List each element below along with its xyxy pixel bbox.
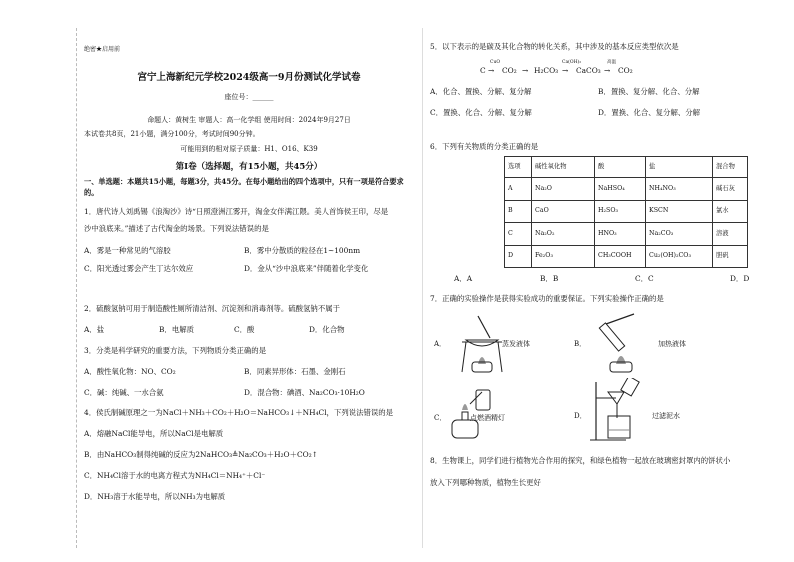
chain-species-3: H₂CO₃ (534, 66, 559, 75)
section-instruction: 一、单选题：本题共15小题，每题3分，共45分。在每小题给出的四个选项中，只有一项是符合要求的。 (84, 177, 404, 198)
figure-c-light-lamp (434, 384, 564, 442)
question-1-stem-line1: 1．唐代诗人刘禹锡《浪淘沙》诗“日照澄洲江雾开，淘金女伴满江隈。美人首饰侯王印，尽是 (84, 207, 389, 216)
left-column (84, 38, 414, 553)
exam-title: 宫宁上海新纪元学校2024级高一9月份测试化学试卷 (137, 72, 361, 83)
figure-d-option[interactable]: D． (574, 412, 587, 420)
filtration-apparatus-icon (586, 378, 676, 444)
question-6-stem: 6．下列有关物质的分类正确的是 (430, 142, 539, 151)
question-3-option-b[interactable]: B．同素异形体：石墨、金刚石 (244, 367, 346, 376)
question-1-option-b[interactable]: B．雾中分散质的粒径在1~100nm (244, 246, 361, 255)
table-cell: A (505, 178, 532, 201)
figure-a-label: 蒸发液体 (502, 340, 530, 348)
question-5-option-b[interactable]: B．置换、复分解、化合、分解 (598, 87, 700, 96)
question-1-option-d[interactable]: D．金从“沙中浪底来”伴随着化学变化 (244, 264, 369, 273)
question-6-option-d[interactable]: D．D (730, 274, 750, 283)
figure-b-heat (574, 312, 734, 374)
binding-margin-line (76, 28, 77, 548)
table-header-cell: 碱性氧化物 (532, 157, 595, 178)
table-cell: D (505, 245, 532, 268)
question-2-option-a[interactable]: A．盐 (84, 325, 105, 334)
table-cell: Na₂O (532, 178, 595, 201)
question-6-option-a[interactable]: A．A (454, 274, 473, 283)
figure-c-option[interactable]: C． (434, 414, 447, 422)
question-4-option-d[interactable]: D．NH₃溶于水能导电，所以NH₃为电解质 (84, 492, 226, 501)
classification-table (504, 156, 748, 268)
question-7-stem: 7．正确的实验操作是获得实验成功的重要保证。下列实验操作正确的是 (430, 294, 664, 303)
figure-d-label: 过滤泥水 (652, 412, 680, 420)
chain-species-5: CO₂ (618, 66, 633, 75)
question-3-stem: 3．分类是科学研究的重要方法，下列物质分类正确的是 (84, 346, 267, 355)
chain-arrow-1: → (488, 66, 495, 75)
question-1-option-c[interactable]: C．阳光透过雾会产生丁达尔效应 (84, 264, 194, 273)
chain-species-1: C (480, 66, 486, 75)
table-header-cell: 盐 (646, 157, 713, 178)
question-1-stem-line2: 沙中浪底来。”描述了古代淘金的场景。下列说法错误的是 (84, 224, 269, 233)
table-cell: 氯水 (713, 200, 748, 223)
chain-arrow-2: → (522, 66, 529, 75)
question-1-option-a[interactable]: A．雾是一种常见的气溶胶 (84, 246, 171, 255)
column-divider (422, 28, 423, 548)
alcohol-lamp-icon (446, 384, 516, 442)
question-5-option-c[interactable]: C．置换、化合、分解、复分解 (430, 108, 532, 117)
seat-number: 座位号：______ (224, 93, 274, 101)
exam-info: 本试卷共8页，21小题，满分100分，考试时间90分钟。 (84, 130, 260, 138)
chain-species-4: CaCO₃ (576, 66, 601, 75)
question-6-option-b[interactable]: B．B (540, 274, 559, 283)
question-6-option-c[interactable]: C．C (635, 274, 654, 283)
question-2-stem: 2．硫酸氢钠可用于制造酸性厕所清洁剂、沉淀剂和消毒剂等。硫酸氢钠不属于 (84, 304, 340, 313)
table-cell: KSCN (646, 200, 713, 223)
table-header-cell: 混合物 (713, 157, 748, 178)
question-4-stem: 4．侯氏制碱原理之一为NaCl＋NH₃＋CO₂＋H₂O＝NaHCO₃↓＋NH₄Cl，下列说法错误的是 (84, 408, 394, 417)
table-header-cell: 酸 (595, 157, 646, 178)
chain-arrow-1-label: CuO (490, 60, 501, 65)
authors-line: 命题人：黄树生 审题人：高一化学组 使用时间：2024年9月27日 (147, 116, 351, 124)
table-cell: H₂SO₃ (595, 200, 646, 223)
chain-arrow-3: → (562, 66, 569, 75)
chain-arrow-3-label: Ca(OH)₂ (562, 60, 582, 65)
right-column (430, 38, 765, 553)
table-cell: 碱石灰 (713, 178, 748, 201)
table-cell: NaHSO₄ (595, 178, 646, 201)
table-cell: Na₂O₂ (532, 223, 595, 246)
figure-b-option[interactable]: B． (574, 340, 587, 348)
table-cell: NH₄NO₃ (646, 178, 713, 201)
question-4-option-b[interactable]: B．由NaHCO₃制得纯碱的反应为2NaHCO₃≜Na₂CO₃＋H₂O＋CO₂↑ (84, 450, 318, 459)
question-5-stem: 5．以下表示的是碳及其化合物的转化关系，其中涉及的基本反应类型依次是 (430, 42, 679, 51)
table-cell: HNO₃ (595, 223, 646, 246)
chain-species-2: CO₂ (502, 66, 517, 75)
table-row (505, 223, 748, 246)
figure-a-option[interactable]: A． (434, 340, 447, 348)
table-cell: Cu₂(OH)₂CO₃ (646, 245, 713, 268)
table-row (505, 245, 748, 268)
atomic-masses: 可能用到的相对原子质量：H1、O16、K39 (180, 145, 318, 153)
question-4-option-a[interactable]: A．熔融NaCl能导电，所以NaCl是电解质 (84, 429, 224, 438)
part-one-title: 第Ⅰ卷（选择题，有15小题，共45分） (175, 162, 323, 172)
question-5-option-a[interactable]: A．化合、置换、分解、复分解 (430, 87, 532, 96)
question-3-option-a[interactable]: A．酸性氧化物：NO、CO₂ (84, 367, 176, 376)
question-2-option-c[interactable]: C．酸 (234, 325, 255, 334)
chain-arrow-4-label: 高温 (607, 60, 616, 65)
question-4-option-c[interactable]: C．NH₄Cl溶于水的电离方程式为NH₄Cl＝NH₄⁺＋Cl⁻ (84, 471, 266, 480)
chain-arrow-4: → (604, 66, 611, 75)
heating-tube-icon (586, 312, 656, 374)
table-cell: 胆矾 (713, 245, 748, 268)
figure-b-label: 加热液体 (658, 340, 686, 348)
question-8-stem-line1: 8．生物课上，同学们进行植物光合作用的探究，和绿色植物一起放在玻璃密封罩内的饼状小 (430, 456, 731, 465)
question-2-option-d[interactable]: D．化合物 (309, 325, 345, 334)
table-cell: CaO (532, 200, 595, 223)
table-row (505, 200, 748, 223)
table-header-row (505, 157, 748, 178)
question-3-option-c[interactable]: C．碱：纯碱、一水合氨 (84, 388, 164, 397)
table-cell: C (505, 223, 532, 246)
table-cell: B (505, 200, 532, 223)
table-row (505, 178, 748, 201)
figure-a-evaporate (434, 312, 554, 374)
table-header-cell: 选项 (505, 157, 532, 178)
figure-d-filter (574, 378, 734, 444)
table-cell: CH₃COOH (595, 245, 646, 268)
table-cell: Fe₂O₃ (532, 245, 595, 268)
question-5-option-d[interactable]: D．置换、化合、复分解、分解 (598, 108, 701, 117)
question-2-option-b[interactable]: B．电解质 (159, 325, 194, 334)
secret-tag: 绝密★启用前 (84, 46, 121, 53)
table-cell: 溶液 (713, 223, 748, 246)
question-8-stem-line2: 放入下列哪种物质，植物生长更好 (430, 478, 541, 487)
table-cell: Na₂CO₃ (646, 223, 713, 246)
reaction-chain (480, 60, 740, 78)
question-3-option-d[interactable]: D．混合物：碘酒、Na₂CO₃·10H₂O (244, 388, 365, 397)
figure-c-label: 点燃酒精灯 (470, 414, 505, 422)
